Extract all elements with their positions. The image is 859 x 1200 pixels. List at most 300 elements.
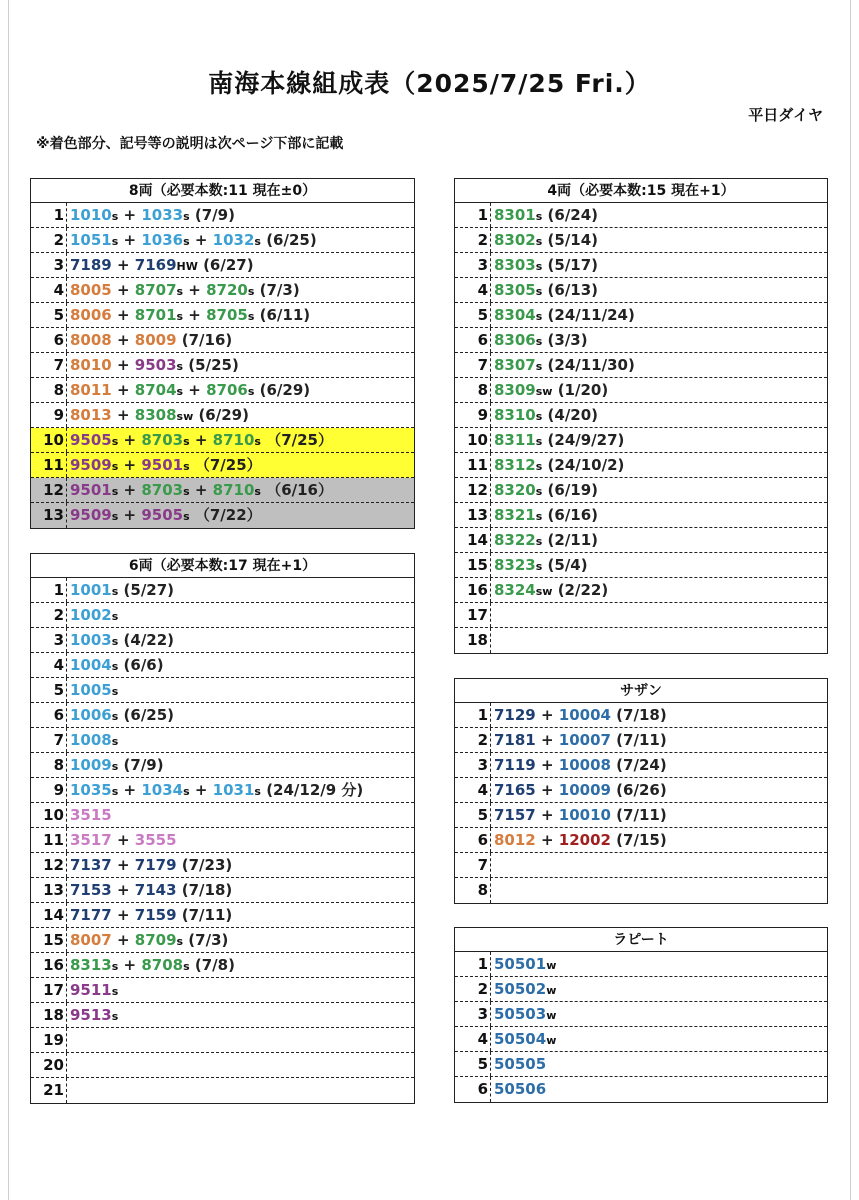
formation-cell bbox=[67, 1028, 70, 1052]
update-date: (7/11) bbox=[610, 806, 667, 824]
table-row bbox=[31, 478, 414, 503]
car-number: 9509 bbox=[70, 456, 112, 474]
car-number: 8324 bbox=[494, 581, 536, 599]
row-number: 6 bbox=[31, 328, 67, 352]
row-number: 12 bbox=[455, 478, 491, 502]
update-date: (2/22) bbox=[552, 581, 609, 599]
update-date: (2/11) bbox=[542, 531, 599, 549]
car-suffix: s bbox=[111, 435, 119, 448]
car-number: 8005 bbox=[70, 281, 112, 299]
car-suffix: s bbox=[111, 785, 119, 798]
formation-cell bbox=[491, 203, 598, 227]
table-row bbox=[455, 278, 827, 303]
car-suffix: s bbox=[111, 610, 119, 623]
row-number: 3 bbox=[455, 753, 491, 777]
car-number: 7169 bbox=[134, 256, 177, 274]
car-suffix: s bbox=[176, 285, 184, 298]
car-number: 1051 bbox=[70, 231, 112, 249]
car-number: 8307 bbox=[494, 356, 536, 374]
coupling-plus: + bbox=[183, 306, 207, 324]
car-number: 1009 bbox=[70, 756, 112, 774]
row-number: 10 bbox=[31, 428, 67, 452]
formation-cell bbox=[491, 753, 667, 777]
coupling-plus: + bbox=[189, 231, 213, 249]
coupling-plus: + bbox=[118, 506, 142, 524]
coupling-plus: + bbox=[111, 331, 135, 349]
table-row bbox=[455, 1027, 827, 1052]
coupling-plus: + bbox=[535, 706, 559, 724]
row-number: 6 bbox=[455, 1077, 491, 1102]
car-suffix: s bbox=[111, 235, 119, 248]
update-date: (7/9) bbox=[118, 756, 164, 774]
car-suffix: s bbox=[183, 960, 190, 973]
car-number: 50502 bbox=[494, 980, 547, 998]
car-suffix: s bbox=[111, 685, 119, 698]
car-number: 7159 bbox=[134, 906, 177, 924]
update-date: (6/25) bbox=[118, 706, 175, 724]
car-suffix: s bbox=[111, 760, 119, 773]
car-number: 10009 bbox=[558, 781, 611, 799]
table-row bbox=[455, 603, 827, 628]
car-suffix: s bbox=[183, 785, 190, 798]
row-number: 6 bbox=[31, 703, 67, 727]
row-number: 2 bbox=[455, 977, 491, 1001]
formation-cell bbox=[491, 803, 667, 827]
row-number: 13 bbox=[455, 503, 491, 527]
table-row bbox=[455, 628, 827, 653]
row-number: 5 bbox=[455, 803, 491, 827]
car-number: 1032 bbox=[212, 231, 255, 249]
car-number: 3555 bbox=[134, 831, 177, 849]
coupling-plus: + bbox=[535, 806, 559, 824]
table-row bbox=[31, 328, 414, 353]
coupling-plus: + bbox=[111, 281, 135, 299]
car-number: 3515 bbox=[70, 806, 112, 824]
formation-cell bbox=[67, 353, 239, 377]
car-number: 50505 bbox=[494, 1055, 547, 1073]
formation-cell bbox=[491, 1077, 546, 1102]
formation-cell bbox=[67, 478, 333, 502]
row-number: 1 bbox=[455, 952, 491, 976]
car-number: 9501 bbox=[70, 481, 112, 499]
table-row bbox=[455, 778, 827, 803]
car-number: 8302 bbox=[494, 231, 536, 249]
formation-cell bbox=[491, 1027, 556, 1051]
table-row bbox=[455, 453, 827, 478]
car-number: 9501 bbox=[141, 456, 184, 474]
table-row bbox=[31, 978, 414, 1003]
car-number: 50506 bbox=[494, 1080, 547, 1098]
row-number: 7 bbox=[455, 353, 491, 377]
table-row bbox=[455, 353, 827, 378]
update-date: （6/16） bbox=[260, 481, 333, 499]
car-number: 1008 bbox=[70, 731, 112, 749]
row-number: 4 bbox=[31, 653, 67, 677]
formation-cell bbox=[491, 503, 598, 527]
car-number: 8320 bbox=[494, 481, 536, 499]
row-number: 2 bbox=[31, 603, 67, 627]
table-4-car bbox=[454, 178, 828, 654]
update-date: (24/10/2) bbox=[542, 456, 625, 474]
car-number: 8010 bbox=[70, 356, 112, 374]
car-suffix: s bbox=[183, 510, 190, 523]
car-number: 10010 bbox=[558, 806, 611, 824]
formation-cell bbox=[491, 628, 494, 653]
row-number: 10 bbox=[455, 428, 491, 452]
row-number: 4 bbox=[455, 778, 491, 802]
car-number: 8311 bbox=[494, 431, 536, 449]
row-number: 15 bbox=[455, 553, 491, 577]
car-suffix: HW bbox=[176, 260, 198, 273]
coupling-plus: + bbox=[183, 381, 207, 399]
row-number: 11 bbox=[31, 453, 67, 477]
car-number: 8007 bbox=[70, 931, 112, 949]
formation-cell bbox=[491, 878, 494, 903]
table-8-car bbox=[30, 178, 415, 529]
row-number: 9 bbox=[31, 778, 67, 802]
coupling-plus: + bbox=[111, 906, 135, 924]
car-number: 9505 bbox=[141, 506, 184, 524]
coupling-plus: + bbox=[535, 756, 559, 774]
coupling-plus: + bbox=[118, 231, 142, 249]
car-number: 8006 bbox=[70, 306, 112, 324]
formation-cell bbox=[491, 278, 598, 302]
update-date: (24/9/27) bbox=[542, 431, 625, 449]
row-number: 4 bbox=[31, 278, 67, 302]
update-date: (7/11) bbox=[610, 731, 667, 749]
car-number: 8304 bbox=[494, 306, 536, 324]
formation-cell bbox=[491, 478, 598, 502]
row-number: 1 bbox=[455, 203, 491, 227]
coupling-plus: + bbox=[189, 781, 213, 799]
table-header: ラピート bbox=[455, 928, 827, 952]
row-number: 3 bbox=[31, 253, 67, 277]
row-number: 13 bbox=[31, 503, 67, 528]
row-number: 6 bbox=[455, 328, 491, 352]
table-row bbox=[31, 1028, 414, 1053]
table-row bbox=[455, 328, 827, 353]
table-row bbox=[31, 628, 414, 653]
update-date: (6/11) bbox=[254, 306, 311, 324]
update-date: (6/25) bbox=[260, 231, 317, 249]
update-date: (6/6) bbox=[118, 656, 164, 674]
car-suffix: s bbox=[111, 585, 119, 598]
table-row bbox=[31, 653, 414, 678]
update-date: (5/25) bbox=[183, 356, 239, 374]
car-number: 8703 bbox=[141, 481, 184, 499]
formation-cell bbox=[491, 703, 667, 727]
row-number: 3 bbox=[31, 628, 67, 652]
row-number: 16 bbox=[31, 953, 67, 977]
table-row bbox=[31, 878, 414, 903]
table-row bbox=[455, 952, 827, 977]
table-row bbox=[31, 903, 414, 928]
table-row bbox=[455, 828, 827, 853]
formation-cell bbox=[491, 853, 494, 877]
formation-cell bbox=[67, 828, 177, 852]
car-number: 10004 bbox=[558, 706, 611, 724]
table-row bbox=[455, 728, 827, 753]
update-date: (4/20) bbox=[542, 406, 599, 424]
car-number: 12002 bbox=[558, 831, 611, 849]
table-header: サザン bbox=[455, 679, 827, 703]
row-number: 8 bbox=[31, 753, 67, 777]
car-suffix: s bbox=[535, 310, 543, 323]
update-date: (3/3) bbox=[542, 331, 588, 349]
coupling-plus: + bbox=[111, 406, 135, 424]
row-number: 7 bbox=[31, 353, 67, 377]
coupling-plus: + bbox=[118, 956, 142, 974]
table-row bbox=[455, 303, 827, 328]
update-date: (5/4) bbox=[542, 556, 588, 574]
car-number: 8706 bbox=[206, 381, 248, 399]
car-number: 7129 bbox=[494, 706, 536, 724]
coupling-plus: + bbox=[111, 831, 135, 849]
formation-cell bbox=[67, 728, 118, 752]
car-number: 1035 bbox=[70, 781, 112, 799]
formation-cell bbox=[67, 428, 333, 452]
formation-cell bbox=[67, 303, 310, 327]
coupling-plus: + bbox=[183, 281, 207, 299]
table-row bbox=[31, 228, 414, 253]
car-suffix: s bbox=[111, 1010, 119, 1023]
row-number: 17 bbox=[455, 603, 491, 627]
row-number: 1 bbox=[31, 203, 67, 227]
coupling-plus: + bbox=[111, 856, 135, 874]
car-suffix: s bbox=[254, 435, 261, 448]
car-number: 1031 bbox=[212, 781, 255, 799]
car-suffix: s bbox=[183, 460, 190, 473]
row-number: 6 bbox=[455, 828, 491, 852]
car-number: 1036 bbox=[141, 231, 184, 249]
car-suffix: s bbox=[176, 360, 184, 373]
formation-cell bbox=[491, 228, 598, 252]
car-number: 8303 bbox=[494, 256, 536, 274]
row-number: 20 bbox=[31, 1053, 67, 1077]
car-number: 1002 bbox=[70, 606, 112, 624]
table-row bbox=[455, 403, 827, 428]
formation-cell bbox=[67, 628, 174, 652]
coupling-plus: + bbox=[111, 356, 135, 374]
car-suffix: s bbox=[176, 385, 184, 398]
table-row bbox=[31, 428, 414, 453]
schedule-type-label: 平日ダイヤ bbox=[748, 106, 823, 124]
row-number: 13 bbox=[31, 878, 67, 902]
formation-cell bbox=[491, 403, 598, 427]
table-row bbox=[31, 1053, 414, 1078]
car-suffix: s bbox=[183, 485, 190, 498]
formation-cell bbox=[67, 803, 112, 827]
car-suffix: s bbox=[535, 285, 543, 298]
update-date: (7/18) bbox=[176, 881, 233, 899]
coupling-plus: + bbox=[189, 431, 213, 449]
coupling-plus: + bbox=[111, 256, 135, 274]
car-suffix: s bbox=[535, 410, 543, 423]
row-number: 9 bbox=[455, 403, 491, 427]
formation-cell bbox=[67, 703, 174, 727]
row-number: 8 bbox=[455, 878, 491, 903]
table-row bbox=[455, 528, 827, 553]
row-number: 14 bbox=[31, 903, 67, 927]
update-date: (6/29) bbox=[193, 406, 249, 424]
table-row bbox=[31, 678, 414, 703]
row-number: 17 bbox=[31, 978, 67, 1002]
formation-cell bbox=[67, 903, 232, 927]
table-row bbox=[455, 1002, 827, 1027]
table-row bbox=[455, 428, 827, 453]
row-number: 5 bbox=[31, 303, 67, 327]
table-row bbox=[31, 828, 414, 853]
car-suffix: s bbox=[111, 460, 119, 473]
row-number: 8 bbox=[455, 378, 491, 402]
table-row bbox=[31, 753, 414, 778]
car-number: 50501 bbox=[494, 955, 547, 973]
car-suffix: s bbox=[176, 310, 184, 323]
car-number: 9503 bbox=[134, 356, 177, 374]
formation-cell bbox=[67, 328, 232, 352]
update-date: (7/9) bbox=[189, 206, 235, 224]
formation-cell bbox=[67, 978, 118, 1002]
table-row bbox=[455, 1077, 827, 1102]
car-suffix: s bbox=[183, 235, 190, 248]
table-row bbox=[455, 753, 827, 778]
table-row bbox=[455, 878, 827, 903]
car-suffix: s bbox=[535, 235, 543, 248]
car-number: 7143 bbox=[134, 881, 177, 899]
table-row bbox=[31, 953, 414, 978]
formation-cell bbox=[67, 878, 232, 902]
update-date: （7/25） bbox=[260, 431, 333, 449]
car-number: 7177 bbox=[70, 906, 112, 924]
car-suffix: s bbox=[111, 485, 119, 498]
car-suffix: s bbox=[254, 485, 261, 498]
car-number: 8301 bbox=[494, 206, 536, 224]
car-number: 8704 bbox=[134, 381, 177, 399]
formation-cell bbox=[491, 828, 667, 852]
row-number: 3 bbox=[455, 1002, 491, 1026]
table-row bbox=[455, 503, 827, 528]
car-number: 8323 bbox=[494, 556, 536, 574]
formation-cell bbox=[67, 228, 317, 252]
formation-cell bbox=[67, 953, 235, 977]
update-date: (6/16) bbox=[542, 506, 599, 524]
row-number: 9 bbox=[31, 403, 67, 427]
car-suffix: s bbox=[535, 435, 543, 448]
car-suffix: s bbox=[111, 735, 119, 748]
update-date: (7/3) bbox=[183, 931, 229, 949]
car-number: 8321 bbox=[494, 506, 536, 524]
car-suffix: sw bbox=[535, 385, 553, 398]
car-suffix: s bbox=[535, 485, 543, 498]
update-date: (24/11/24) bbox=[542, 306, 635, 324]
formation-cell bbox=[67, 253, 254, 277]
car-suffix: s bbox=[111, 210, 119, 223]
table-row bbox=[31, 403, 414, 428]
car-suffix: s bbox=[247, 285, 255, 298]
row-number: 5 bbox=[455, 1052, 491, 1076]
car-number: 7179 bbox=[134, 856, 177, 874]
update-date: (7/11) bbox=[176, 906, 233, 924]
row-number: 4 bbox=[455, 1027, 491, 1051]
formation-cell bbox=[491, 952, 556, 976]
formation-cell bbox=[67, 378, 310, 402]
car-number: 9511 bbox=[70, 981, 112, 999]
car-number: 10007 bbox=[558, 731, 611, 749]
car-number: 7181 bbox=[494, 731, 536, 749]
table-row bbox=[31, 278, 414, 303]
formation-cell bbox=[67, 853, 232, 877]
car-suffix: s bbox=[183, 435, 190, 448]
formation-cell bbox=[67, 653, 164, 677]
car-suffix: sw bbox=[176, 410, 194, 423]
formation-cell bbox=[491, 303, 635, 327]
update-date: (7/23) bbox=[176, 856, 233, 874]
update-date: (5/27) bbox=[118, 581, 175, 599]
table-row bbox=[31, 603, 414, 628]
car-number: 8012 bbox=[494, 831, 536, 849]
car-suffix: sw bbox=[535, 585, 553, 598]
table-header: 6両（必要本数:17 現在+1） bbox=[31, 554, 414, 578]
car-number: 50503 bbox=[494, 1005, 547, 1023]
row-number: 5 bbox=[455, 303, 491, 327]
car-number: 8710 bbox=[212, 431, 255, 449]
formation-cell bbox=[491, 378, 608, 402]
formation-cell bbox=[491, 453, 624, 477]
table-southern bbox=[454, 678, 828, 904]
table-row bbox=[31, 503, 414, 528]
update-date: (24/11/30) bbox=[542, 356, 635, 374]
car-number: 8308 bbox=[134, 406, 177, 424]
car-number: 7165 bbox=[494, 781, 536, 799]
table-row bbox=[31, 453, 414, 478]
row-number: 15 bbox=[31, 928, 67, 952]
update-date: (24/12/9 分) bbox=[260, 781, 364, 799]
table-row bbox=[31, 853, 414, 878]
formation-cell bbox=[491, 353, 635, 377]
table-row bbox=[31, 353, 414, 378]
formation-cell bbox=[491, 253, 598, 277]
car-number: 8708 bbox=[141, 956, 184, 974]
formation-cell bbox=[67, 278, 300, 302]
row-number: 7 bbox=[455, 853, 491, 877]
update-date: (6/27) bbox=[197, 256, 254, 274]
formation-cell bbox=[67, 678, 118, 702]
update-date: (7/24) bbox=[610, 756, 667, 774]
car-suffix: s bbox=[254, 785, 261, 798]
coupling-plus: + bbox=[111, 306, 135, 324]
update-date: (5/14) bbox=[542, 231, 599, 249]
formation-cell bbox=[491, 578, 608, 602]
car-suffix: s bbox=[111, 960, 119, 973]
car-number: 8710 bbox=[212, 481, 255, 499]
car-number: 8313 bbox=[70, 956, 112, 974]
formation-cell bbox=[67, 603, 118, 627]
car-suffix: s bbox=[111, 985, 119, 998]
car-number: 8322 bbox=[494, 531, 536, 549]
update-date: (7/8) bbox=[189, 956, 235, 974]
car-number: 8701 bbox=[134, 306, 177, 324]
car-number: 7157 bbox=[494, 806, 536, 824]
formation-cell bbox=[67, 503, 262, 528]
formation-cell bbox=[67, 928, 228, 952]
car-number: 1003 bbox=[70, 631, 112, 649]
car-number: 8709 bbox=[134, 931, 177, 949]
table-row bbox=[455, 253, 827, 278]
row-number: 4 bbox=[455, 278, 491, 302]
formation-cell bbox=[67, 1053, 70, 1077]
car-suffix: s bbox=[247, 310, 255, 323]
car-suffix: s bbox=[535, 360, 543, 373]
